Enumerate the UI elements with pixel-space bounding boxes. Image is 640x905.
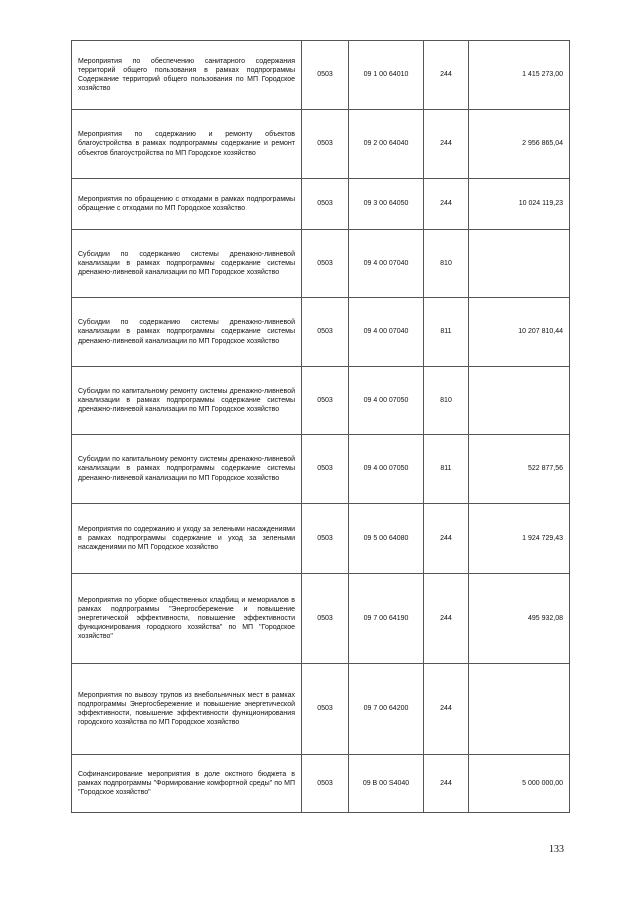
row-section-code: 0503 [302,230,349,298]
row-description: Мероприятия по обеспечению санитарного содержания территорий общего пользования в рамках подпрограммы Содержание территорий общего пользования по МП Городское хозяйство [72,41,302,110]
row-target-code: 09 5 00 64080 [349,504,424,574]
table-row [72,179,570,230]
row-amount: 495 932,08 [469,574,570,664]
row-amount: 10 024 119,23 [469,179,570,230]
row-description: Мероприятия по обращению с отходами в рамках подпрограммы обращение с отходами по МП Городское хозяйство [72,179,302,230]
row-expense-type: 811 [424,435,469,504]
row-section-code: 0503 [302,755,349,813]
row-amount: 1 924 729,43 [469,504,570,574]
row-target-code: 09 4 00 07050 [349,367,424,435]
table-row [72,755,570,813]
row-section-code: 0503 [302,41,349,110]
table-row [72,504,570,574]
row-section-code: 0503 [302,664,349,755]
row-amount [469,664,570,755]
row-description: Мероприятия по вывозу трупов из внебольничных мест в рамках подпрограммы Энергосбережение и повышение энергетической эффективности, повышение эффективности функционирования городского хозяйства по МП Городское хозяйство [72,664,302,755]
row-target-code: 09 1 00 64010 [349,41,424,110]
row-expense-type: 244 [424,504,469,574]
row-amount: 1 415 273,00 [469,41,570,110]
row-target-code: 09 4 00 07050 [349,435,424,504]
table-row [72,110,570,179]
row-section-code: 0503 [302,298,349,367]
row-amount [469,230,570,298]
row-description: Мероприятия по содержанию и ремонту объектов благоустройства в рамках подпрограммы содержание и ремонт объектов благоустройства по МП Городское хозяйство [72,110,302,179]
row-expense-type: 244 [424,755,469,813]
row-expense-type: 244 [424,574,469,664]
row-expense-type: 244 [424,179,469,230]
row-target-code: 09 3 00 64050 [349,179,424,230]
page-number: 133 [549,844,564,855]
table-row [72,298,570,367]
row-description: Софинансирование мероприятия в доле окстного бюджета в рамках подпрограммы "Формирование комфортной среды" по МП "Городское хозяйство" [72,755,302,813]
table-row [72,41,570,110]
row-section-code: 0503 [302,574,349,664]
row-description: Мероприятия по уборке общественных кладбищ и мемориалов в рамках подпрограммы "Энергосбережение и повышение энергетической эффективности, повышение эффективности функционирования городского хозяйства" по МП "Городское хозяйство" [72,574,302,664]
table-row [72,574,570,664]
row-amount [469,367,570,435]
row-description: Субсидии по содержанию системы дренажно-ливневой канализации в рамках подпрограммы содержание системы дренажно-ливневой канализации по МП Городское хозяйство [72,298,302,367]
row-expense-type: 811 [424,298,469,367]
row-target-code: 09 2 00 64040 [349,110,424,179]
row-amount: 2 956 865,04 [469,110,570,179]
budget-table [71,40,570,813]
row-description: Субсидии по капитальному ремонту системы дренажно-ливневой канализации в рамках подпрограммы содержание системы дренажно-ливневой канализации по МП Городское хозяйство [72,367,302,435]
row-section-code: 0503 [302,435,349,504]
table-row [72,230,570,298]
row-description: Субсидии по содержанию системы дренажно-ливневой канализации в рамках подпрограммы содержание системы дренажно-ливневой канализации по МП Городское хозяйство [72,230,302,298]
row-expense-type: 810 [424,230,469,298]
row-amount: 522 877,56 [469,435,570,504]
row-section-code: 0503 [302,504,349,574]
row-amount: 10 207 810,44 [469,298,570,367]
row-target-code: 09 7 00 64200 [349,664,424,755]
row-target-code: 09 4 00 07040 [349,298,424,367]
row-amount: 5 000 000,00 [469,755,570,813]
row-target-code: 09 7 00 64190 [349,574,424,664]
row-section-code: 0503 [302,110,349,179]
row-expense-type: 244 [424,41,469,110]
row-target-code: 09 4 00 07040 [349,230,424,298]
row-section-code: 0503 [302,367,349,435]
row-description: Мероприятия по содержанию и уходу за зелеными насаждениями в рамках подпрограммы содержание и уход за зелеными насаждениями по МП Городское хозяйство [72,504,302,574]
row-description: Субсидии по капитальному ремонту системы дренажно-ливневой канализации в рамках подпрограммы содержание системы дренажно-ливневой канализации по МП Городское хозяйство [72,435,302,504]
table-row [72,664,570,755]
row-expense-type: 244 [424,664,469,755]
row-expense-type: 244 [424,110,469,179]
row-expense-type: 810 [424,367,469,435]
budget-table-body [72,41,570,813]
table-row [72,435,570,504]
table-row [72,367,570,435]
row-section-code: 0503 [302,179,349,230]
row-target-code: 09 В 00 S4040 [349,755,424,813]
